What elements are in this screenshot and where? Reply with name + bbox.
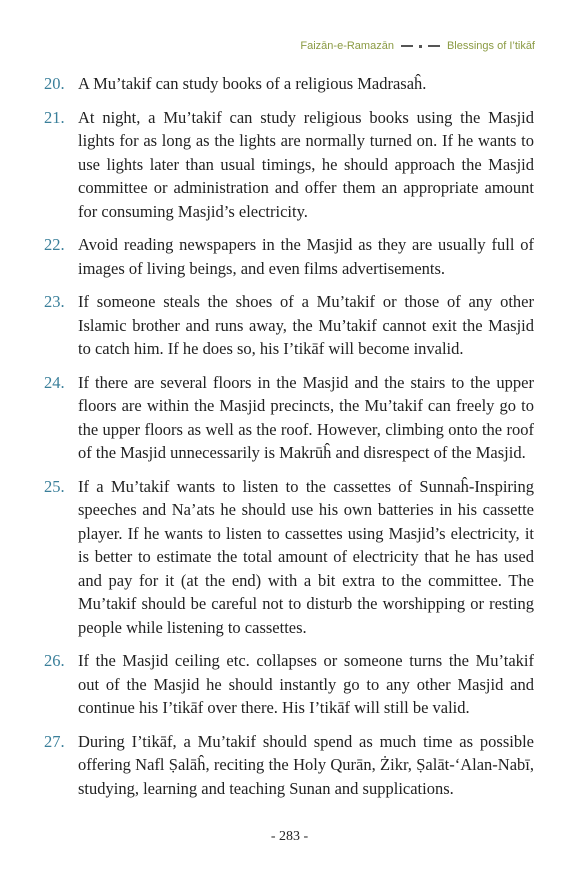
item-text: If there are several floors in the Masjid and the stairs to the upper floors are within the Masjid precincts, the Mu’takif can freely go to the upper floors as well as the roof. However, climbing onto the roof of the Masjid unnecessarily is Makrūĥ and disrespect of the Masjid.: [78, 372, 534, 462]
numbered-list: [44, 72, 534, 810]
running-header: [300, 40, 535, 52]
item-number: 23.: [44, 292, 65, 311]
item-number: 22.: [44, 235, 65, 254]
item-number: 20.: [44, 74, 65, 93]
list-item: [44, 475, 534, 640]
item-text: If the Masjid ceiling etc. collapses or someone turns the Mu’takif out of the Masjid he should instantly go to any other Masjid and continue his I’tikāf over there. His I’tikāf will still be valid.: [78, 651, 534, 717]
list-item: [44, 233, 534, 280]
page-number: - 283 -: [270, 829, 309, 844]
list-item: [44, 730, 534, 801]
list-item: [44, 72, 534, 96]
list-item: [44, 371, 534, 465]
header-separator: [401, 45, 440, 48]
item-text: A Mu’takif can study books of a religious Madrasaĥ.: [78, 74, 427, 93]
item-text: During I’tikāf, a Mu’takif should spend as much time as possible offering Nafl Ṣalāĥ, reciting the Holy Qurān, Żikr, Ṣalāt-‘Alan-Nabī, studying, learning and teaching Sunan and supplications.: [78, 731, 534, 798]
item-number: 21.: [44, 107, 65, 127]
item-number: 25.: [44, 476, 65, 496]
item-text: Avoid reading newspapers in the Masjid as they are usually full of images of living beings, and even films advertisements.: [78, 235, 534, 278]
book-title: Faizān-e-Ramazān: [300, 40, 394, 52]
item-number: 27.: [44, 731, 65, 751]
list-item: [44, 649, 534, 720]
item-number: 26.: [44, 651, 65, 670]
item-text: If a Mu’takif wants to listen to the cassettes of Sunnaĥ-Inspiring speeches and Na’ats he should use his own batteries in his cassette player. If he wants to listen to cassettes using Masjid’s electricity, it is better to estimate the total amount of electricity that he has used and pay for it (at the end) with a bit extra to the committee. The Mu’takif should be careful not to disturb the worshipping or resting people while listening to cassettes.: [78, 476, 534, 637]
item-text: At night, a Mu’takif can study religious books using the Masjid lights for as long as the lights are normally turned on. If he wants to use lights later than usual timings, he should approach the Masjid committee or administration and offer them an appropriate amount for consuming Masjid’s electricity.: [78, 107, 534, 221]
chapter-title: Blessings of I’tikāf: [446, 40, 535, 52]
item-text: If someone steals the shoes of a Mu’takif or those of any other Islamic brother and runs away, the Mu’takif cannot exit the Masjid to catch him. If he does so, his I’tikāf will become invalid.: [78, 292, 534, 358]
item-number: 24.: [44, 372, 65, 392]
list-item: [44, 106, 534, 224]
list-item: [44, 290, 534, 361]
